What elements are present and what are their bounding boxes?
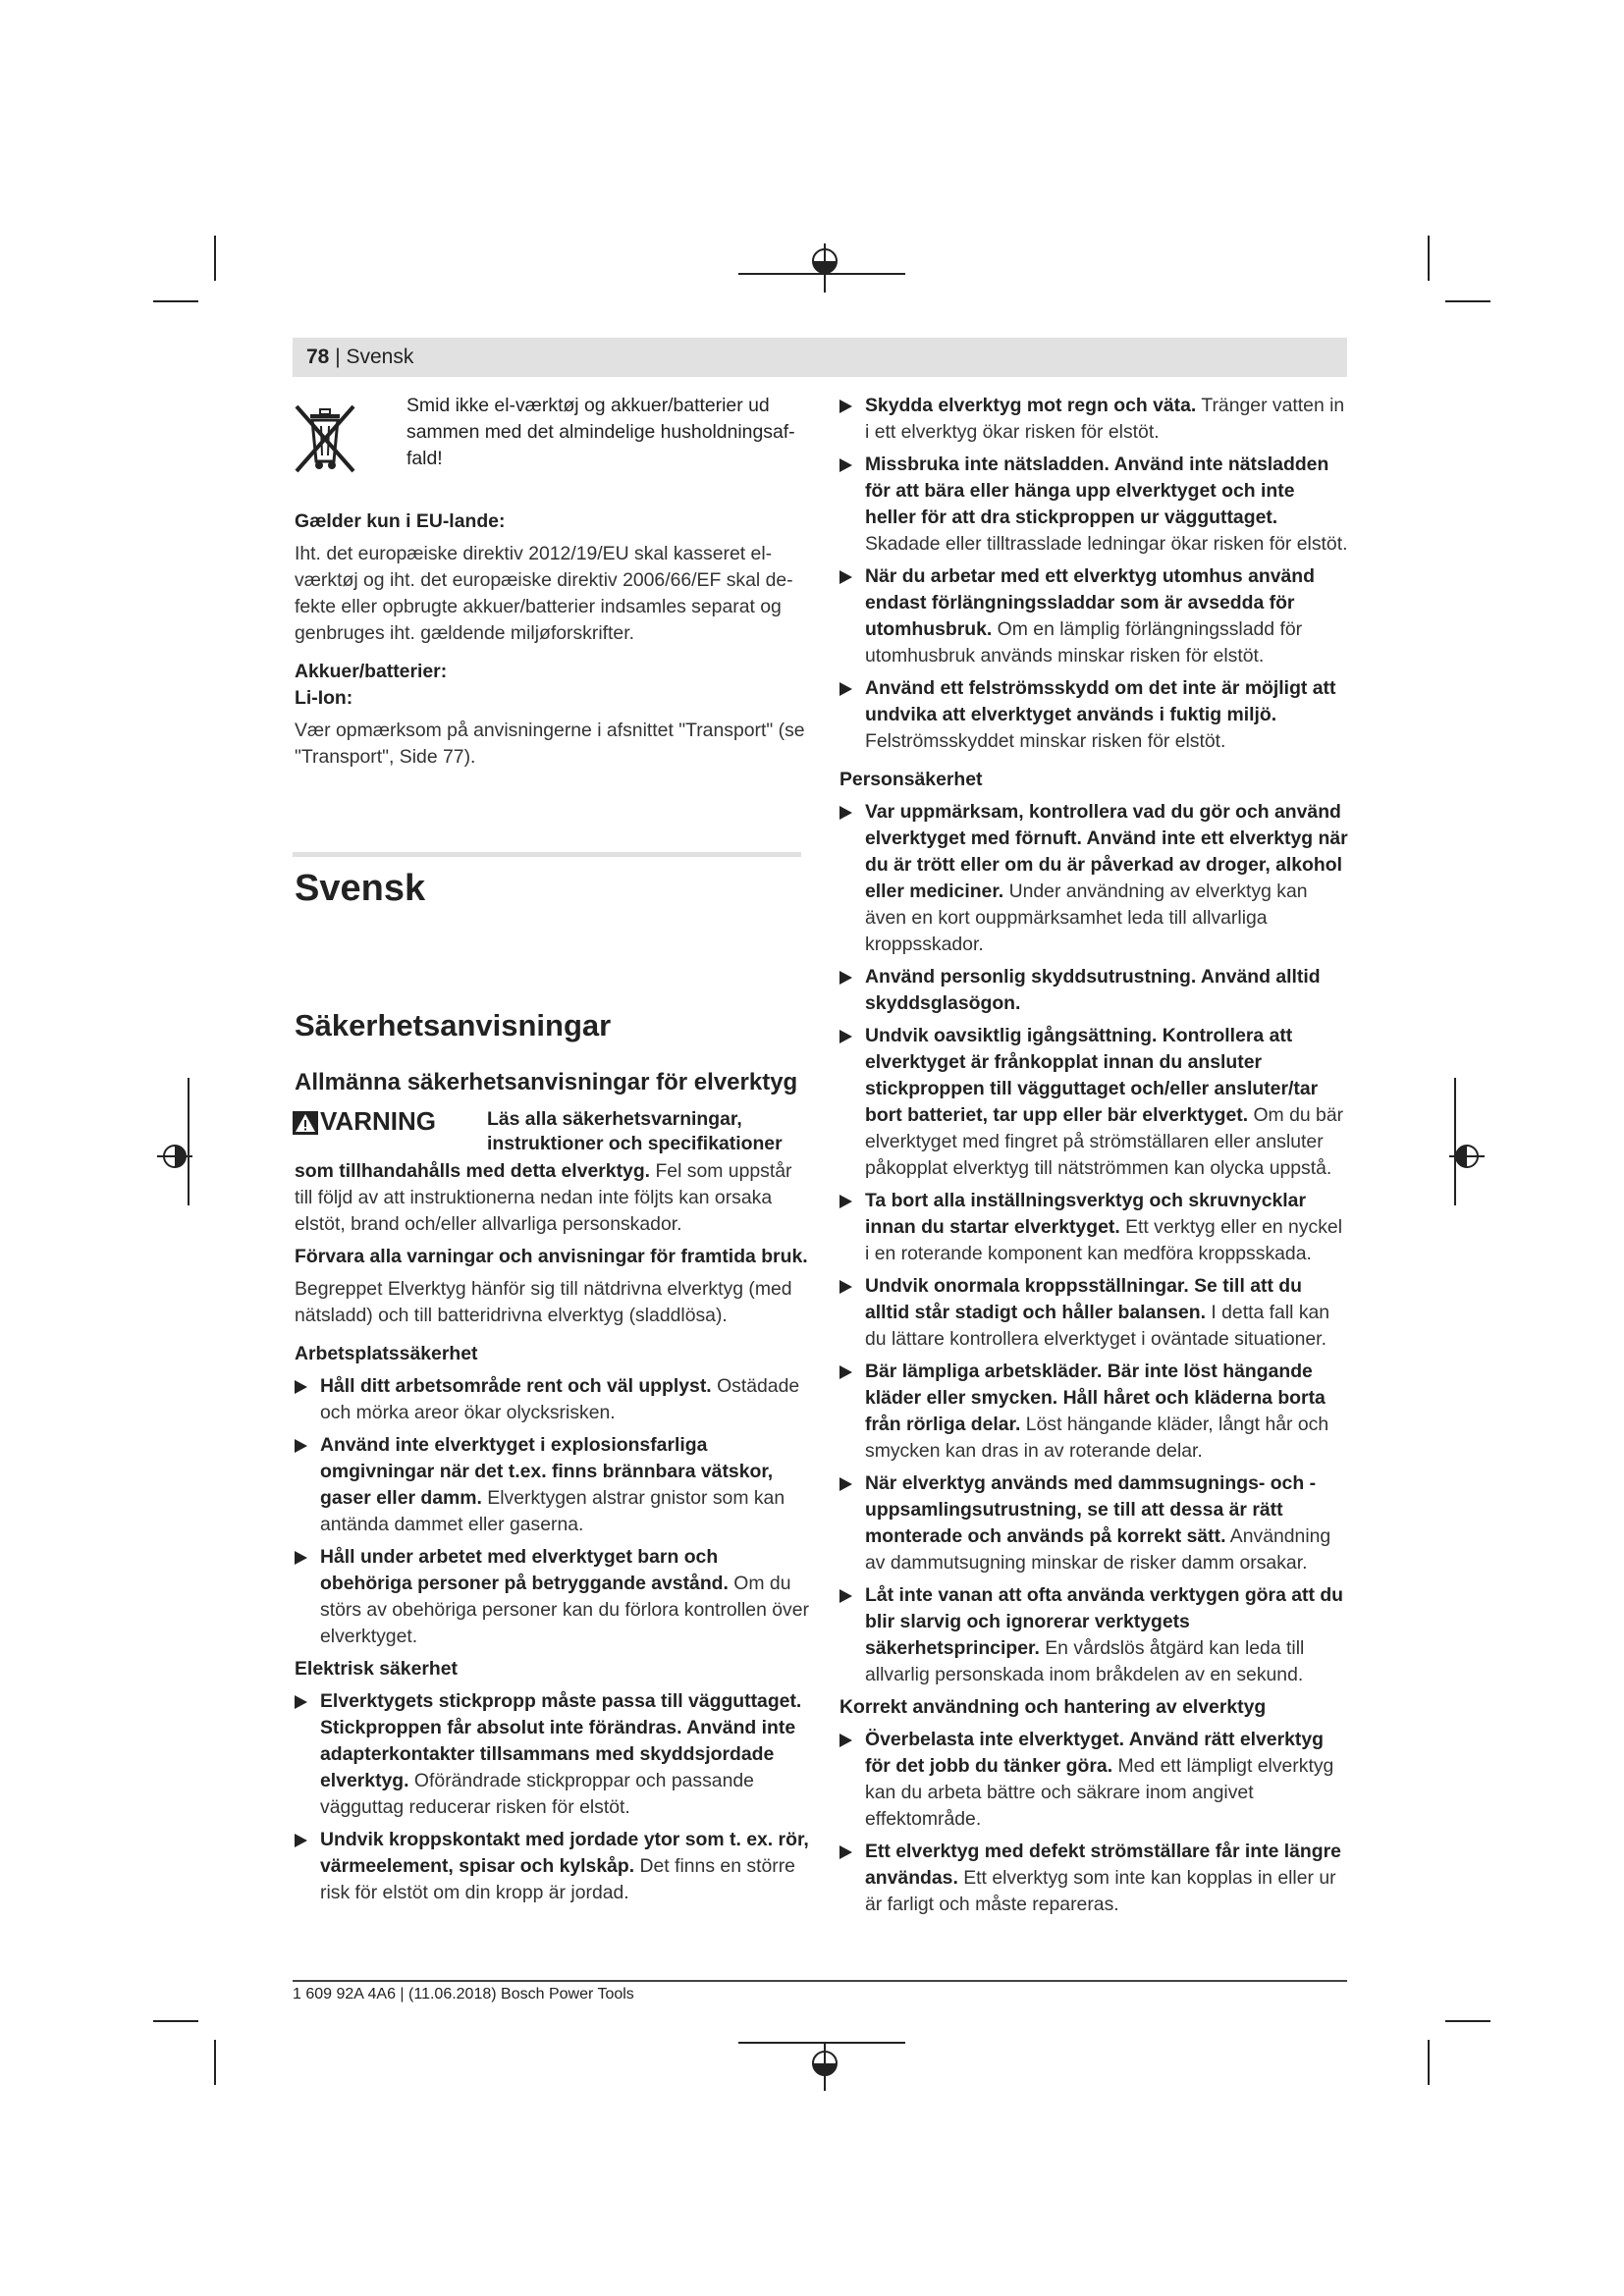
item-bold: Håll under arbetet med elverktyget barn och obehöriga personer på betryggande avstånd.	[320, 1546, 729, 1594]
list-item	[839, 1470, 1350, 1576]
bullet-arrow-icon	[295, 1551, 307, 1565]
warning-triangle-icon	[293, 1111, 318, 1135]
header-band	[293, 338, 1347, 377]
bullet-arrow-icon	[839, 1365, 852, 1379]
electrical-heading: Elektrisk säkerhet	[295, 1658, 459, 1680]
item-bold: Var uppmärksam, kontrollera vad du gör och använd elverktyget med förnuft. Använd inte ett elverktyg när du är trött eller om du är påverkad av droger, alkohol eller mediciner.	[865, 801, 1348, 902]
list-item	[839, 964, 1350, 1017]
section-title-block	[295, 866, 805, 911]
list-item	[839, 1188, 1350, 1267]
disposal-text-block	[406, 393, 799, 472]
warning-bold-1: Läs alla säkerhetsvarningar,	[487, 1108, 742, 1130]
eu-text: Iht. det europæiske direktiv 2012/19/EU skal kasseret el-værktøj og iht. det europæiske direktiv 2006/66/EF skal de-fekte eller opbrugte akkuer/batterier indsamles separat og genbruges iht. gældende miljøforskrifter.	[295, 543, 793, 644]
item-bold: Använd personlig skyddsutrustning. Använd alltid skyddsglasögon.	[865, 966, 1321, 1014]
item-text: Det finns en större risk för elstöt om din kropp är jordad.	[320, 1855, 795, 1903]
item-text: Ett verktyg eller en nyckel i en roterande komponent kan medföra kroppsskada.	[865, 1216, 1343, 1264]
bullet-arrow-icon	[839, 806, 852, 820]
registration-line	[738, 273, 905, 275]
handling-heading: Korrekt användning och hantering av elverktyg	[839, 1696, 1267, 1718]
warning-header	[487, 1107, 811, 1156]
list-item	[839, 563, 1350, 669]
general-title: Allmänna säkerhetsanvisningar för elverktyg	[295, 1069, 798, 1095]
item-text: Ett elverktyg som inte kan kopplas in eller ur är farligt och måste repareras.	[865, 1867, 1336, 1915]
item-text: I detta fall kan du lättare kontrollera elverktyget i oväntade situationer.	[865, 1302, 1330, 1350]
list-item	[295, 1432, 813, 1538]
item-text: Användning av dammutsugning minskar de risker damm orsakar.	[865, 1525, 1331, 1574]
personal-heading: Personsäkerhet	[839, 769, 983, 790]
section-divider	[293, 852, 801, 857]
item-text: Tränger vatten in i ett elverktyg ökar risken för elstöt.	[865, 395, 1345, 443]
list-item	[295, 1688, 813, 1821]
bullet-arrow-icon	[295, 1834, 307, 1847]
crop-mark	[153, 2020, 198, 2022]
item-bold: Bär lämpliga arbetskläder. Bär inte löst hängande kläder eller smycken. Håll håret och kläderna borta från rörliga delar.	[865, 1361, 1326, 1435]
item-bold: Använd inte elverktyget i explosionsfarliga omgivningar när det t.ex. finns brännbara vätskor, gaser eller damm.	[320, 1434, 774, 1509]
workplace-heading: Arbetsplatssäkerhet	[295, 1343, 478, 1364]
battery-heading: Akkuer/batterier:	[295, 661, 448, 682]
list-item	[839, 452, 1350, 558]
left-column	[295, 508, 805, 771]
list-item	[295, 1373, 813, 1426]
bullet-arrow-icon	[839, 1477, 852, 1491]
item-text: Om du störs av obehöriga personer kan du förlora kontrollen över elverktyget.	[320, 1573, 809, 1647]
page-header: 78 | Svensk	[306, 346, 414, 368]
crop-mark	[1445, 2020, 1490, 2022]
registration-mark-icon	[157, 1139, 192, 1174]
section-title: Svensk	[295, 868, 426, 909]
item-bold: Elverktygets stickpropp måste passa till vägguttaget. Stickproppen får absolut inte förändras. Använd inte adapterkontakter tillsammans med skyddsjordade elverktyg.	[320, 1690, 802, 1791]
bullet-arrow-icon	[839, 1280, 852, 1294]
liion-heading: Li-Ion:	[295, 687, 353, 709]
list-item	[839, 1359, 1350, 1465]
item-text: Löst hängande kläder, långt hår och smycken kan dras in av roterande delar.	[865, 1414, 1329, 1462]
crop-mark	[1428, 236, 1430, 281]
bullet-arrow-icon	[839, 1589, 852, 1603]
crop-mark	[1445, 300, 1490, 302]
bullet-arrow-icon	[839, 1734, 852, 1747]
list-item	[839, 1582, 1350, 1688]
bullet-arrow-icon	[295, 1439, 307, 1453]
item-text: Elverktygen alstrar gnistor som kan antända dammet eller gaserna.	[320, 1487, 785, 1535]
list-item	[839, 1839, 1350, 1918]
bullet-arrow-icon	[839, 682, 852, 696]
warning-bold-2: instruktioner och specifikationer	[487, 1133, 783, 1154]
registration-mark-icon	[800, 243, 849, 293]
keep-instructions: Förvara alla varningar och anvisningar för framtida bruk.	[295, 1246, 808, 1267]
bullet-arrow-icon	[295, 1695, 307, 1709]
item-bold: Ta bort alla inställningsverktyg och skruvnycklar innan du startar elverktyget.	[865, 1190, 1307, 1238]
list-item	[295, 1544, 813, 1650]
warning-bold-3: som tillhandahålls med detta elverktyg.	[295, 1160, 651, 1182]
warning-paragraph	[295, 1158, 813, 1238]
crop-mark	[214, 2040, 216, 2085]
item-text: Under användning av elverktyg kan även en kort ouppmärksamhet leda till allvarliga kroppsskador.	[865, 881, 1308, 955]
list-item	[839, 393, 1350, 446]
item-text: Ostädade och mörka areor ökar olycksrisken.	[320, 1375, 800, 1423]
item-bold: Missbruka inte nätsladden. Använd inte nätsladden för att bära eller hänga upp elverktyget och inte heller för att dra stickproppen ur vägguttaget.	[865, 454, 1329, 528]
bullet-arrow-icon	[839, 570, 852, 584]
crossed-bin-icon	[291, 400, 359, 477]
footer-rule	[293, 1980, 1347, 1982]
item-text: Om en lämplig förlängningssladd för utomhusbruk används minskar risken för elstöt.	[865, 618, 1303, 667]
bullet-arrow-icon	[839, 1195, 852, 1208]
left-column-body	[295, 1158, 813, 1906]
bullet-arrow-icon	[295, 1380, 307, 1394]
list-item	[839, 1727, 1350, 1833]
warning-label: VARNING	[320, 1106, 436, 1136]
list-item	[839, 799, 1350, 958]
page-number: 78	[306, 346, 330, 368]
item-text: Oförändrade stickproppar och passande vägguttag reducerar risken för elstöt.	[320, 1770, 754, 1818]
bullet-arrow-icon	[839, 1845, 852, 1859]
liion-text: Vær opmærksom på anvisningerne i afsnittet "Transport" (se "Transport", Side 77).	[295, 720, 805, 768]
right-column	[839, 393, 1350, 1918]
list-item	[295, 1827, 813, 1906]
eu-heading: Gælder kun i EU-lande:	[295, 510, 506, 532]
item-bold: Ett elverktyg med defekt strömställare får inte längre användas.	[865, 1841, 1341, 1889]
item-text: Med ett lämpligt elverktyg kan du arbeta bättre och säkrare inom angivet effektområde.	[865, 1755, 1334, 1830]
item-text: En vårdslös åtgärd kan leda till allvarlig personskada inom bråkdelen av en sekund.	[865, 1637, 1305, 1685]
disposal-text: Smid ikke el-værktøj og akkuer/batterier ud sammen med det almindelige husholdningsaf-fald!	[406, 395, 795, 469]
warning-text: Fel som uppstår till följd av att instruktionerna nedan inte följts kan orsaka elstöt, brand och/eller allvarliga personskador.	[295, 1160, 792, 1235]
bullet-arrow-icon	[839, 971, 852, 985]
registration-line	[738, 2042, 905, 2044]
list-item	[839, 675, 1350, 755]
item-bold: Håll ditt arbetsområde rent och väl upplyst.	[320, 1375, 712, 1397]
item-text: Skadade eller tilltrasslade ledningar ökar risken för elstöt.	[865, 533, 1348, 555]
bullet-arrow-icon	[839, 458, 852, 472]
bullet-arrow-icon	[839, 400, 852, 413]
item-text: Felströmsskyddet minskar risken för elstöt.	[865, 730, 1226, 752]
bullet-arrow-icon	[839, 1030, 852, 1043]
header-language: Svensk	[346, 346, 414, 368]
item-bold: När du arbetar med ett elverktyg utomhus använd endast förlängningssladdar som är avsedda för utomhusbruk.	[865, 565, 1315, 640]
list-item	[839, 1023, 1350, 1182]
item-bold: Undvik kroppskontakt med jordade ytor som t. ex. rör, värmeelement, spisar och kylskåp.	[320, 1829, 809, 1877]
crop-mark	[214, 236, 216, 281]
term-text: Begreppet Elverktyg hänför sig till nätdrivna elverktyg (med nätsladd) och till batteridrivna elverktyg (sladdlösa).	[295, 1278, 792, 1326]
safety-title: Säkerhetsanvisningar	[295, 1008, 612, 1042]
item-bold: Undvik onormala kroppsställningar. Se till att du alltid står stadigt och håller balansen.	[865, 1275, 1302, 1323]
item-bold: Använd ett felströmsskydd om det inte är möjligt att undvika att elverktyget används i fuktig miljö.	[865, 677, 1336, 725]
warning-label-block	[293, 1106, 440, 1139]
crop-mark	[1428, 2040, 1430, 2085]
item-bold: Skydda elverktyg mot regn och väta.	[865, 395, 1197, 416]
item-text: Om du bär elverktyget med fingret på strömställaren eller ansluter påkopplat elverktyg till nätströmmen kan olycka uppstå.	[865, 1104, 1344, 1179]
crop-mark	[153, 300, 198, 302]
safety-title-block	[295, 1007, 805, 1044]
item-bold: När elverktyg används med dammsugnings- och -uppsamlingsutrustning, se till att dessa är rätt monterade och används på korrekt sätt.	[865, 1472, 1317, 1547]
registration-mark-icon	[1449, 1139, 1485, 1174]
item-bold: Undvik oavsiktlig igångsättning. Kontrollera att elverktyget är frånkopplat innan du ansluter stickproppen till vägguttaget och/eller ansluter/tar bort batteriet, tar upp eller bär elverktyget.	[865, 1025, 1319, 1126]
general-title-block	[295, 1068, 805, 1097]
item-bold: Överbelasta inte elverktyget. Använd rätt elverktyg för det jobb du tänker göra.	[865, 1729, 1325, 1777]
registration-mark-icon	[800, 2042, 849, 2091]
list-item	[839, 1273, 1350, 1353]
footer-text: 1 609 92A 4A6 | (11.06.2018) Bosch Power Tools	[293, 1986, 634, 2002]
item-bold: Låt inte vanan att ofta använda verktygen göra att du blir slarvig och ignorerar verktygets säkerhetsprinciper.	[865, 1584, 1344, 1659]
